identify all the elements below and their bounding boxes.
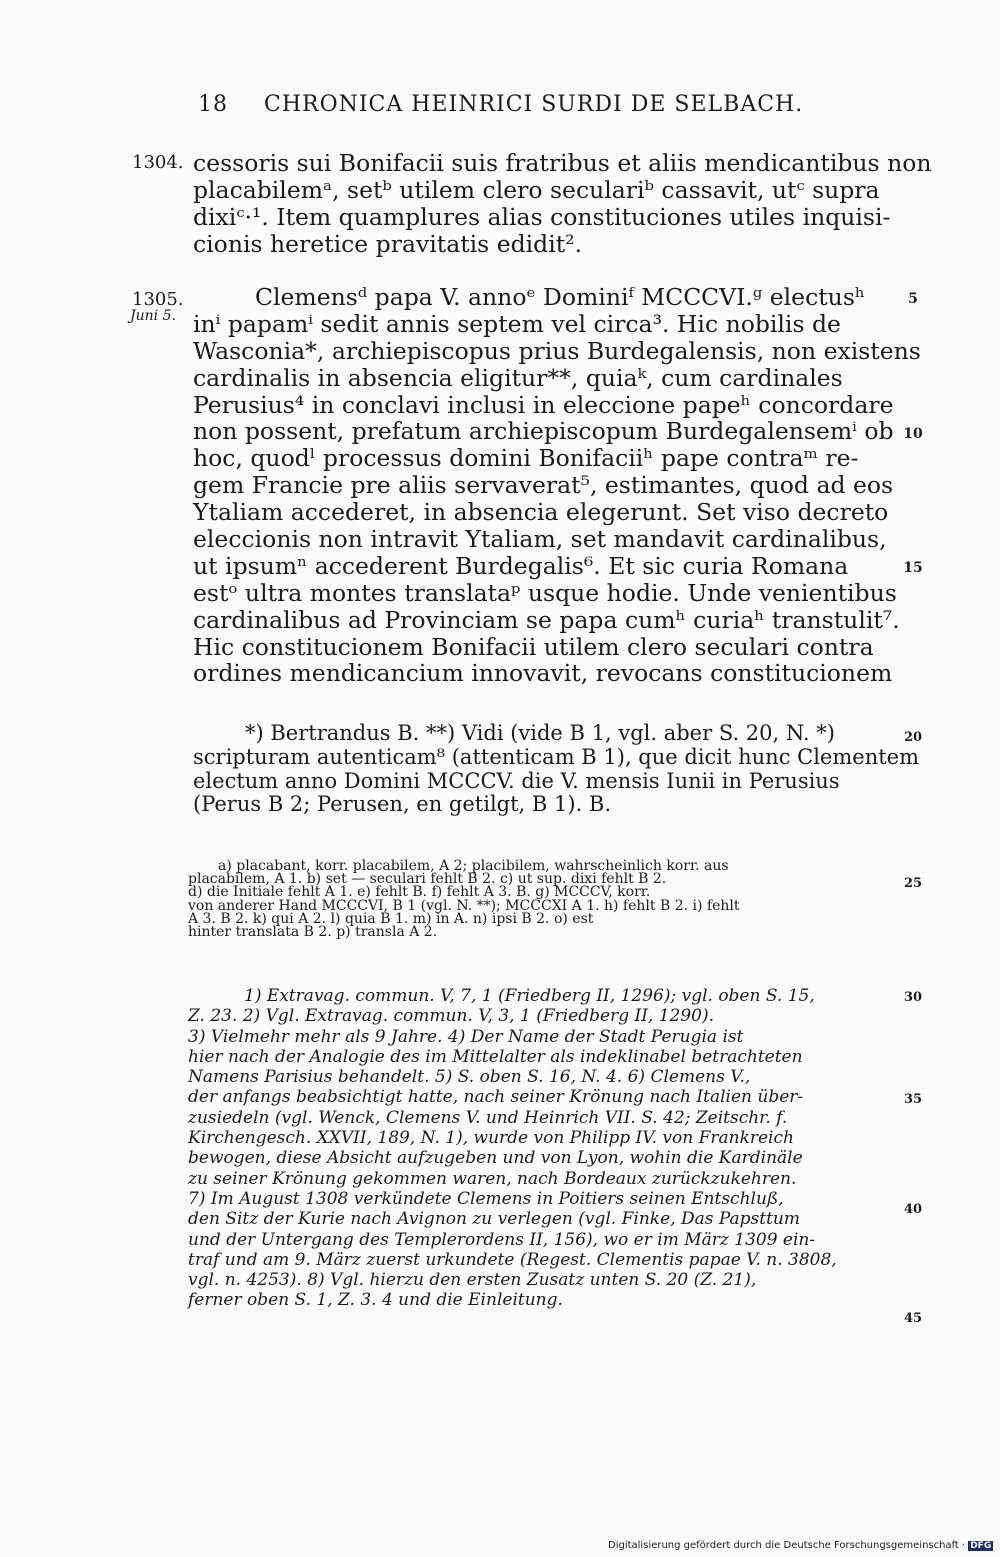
commentary-line: zu seiner Krönung gekommen waren, nach Bordeaux zurückzukehren. xyxy=(188,1168,797,1189)
commentary-line: den Sitz der Kurie nach Avignon zu verlegen (vgl. Finke, Das Papsttum xyxy=(188,1209,800,1230)
commentary-line: bewogen, diese Absicht aufzugeben und von Lyon, wohin die Kardinäle xyxy=(188,1148,803,1169)
commentary-line: Namens Parisius behandelt. 5) S. oben S. 16, N. 4. 6) Clemens V., xyxy=(188,1067,751,1088)
commentary-line: vgl. n. 4253). 8) Vgl. hierzu den ersten Zusatz unten S. 20 (Z. 21), xyxy=(188,1270,757,1291)
line-number: 25 xyxy=(903,876,923,891)
critical-apparatus xyxy=(188,860,898,939)
margin-year-1305: 1305. xyxy=(132,289,184,310)
page-number: 18 xyxy=(198,92,228,117)
line-number: 35 xyxy=(903,1092,923,1107)
commentary-line: zusiedeln (vgl. Wenck, Clemens V. und Heinrich VII. S. 42; Zeitschr. f. xyxy=(188,1107,788,1128)
apparatus-line: a) placabant, korr. placabilem, A 2; placibilem, wahrscheinlich korr. aus xyxy=(218,858,729,874)
note-line: electum anno Domini MCCCV. die V. mensis Iunii in Perusius xyxy=(193,768,840,793)
text-line: estᵒ ultra montes translataᵖ usque hodie. Unde venientibus xyxy=(193,578,897,607)
text-line: inⁱ papamⁱ sedit annis septem vel circa³. Hic nobilis de xyxy=(193,309,841,338)
apparatus-line: placabilem, A 1. b) set — seculari fehlt B 2. c) ut sup. dixi fehlt B 2. xyxy=(188,871,667,888)
line-number: 30 xyxy=(903,990,923,1005)
main-text-block-1 xyxy=(193,149,932,258)
text-line: Clemensᵈ papa V. annoᵉ Dominiᶠ MCCCVI.ᵍ electusʰ xyxy=(255,283,866,311)
dfg-logo: DFG xyxy=(970,1541,992,1551)
commentary-line: traf und am 9. März zuerst urkundete (Regest. Clementis papae V. n. 3808, xyxy=(188,1249,837,1270)
line-number: 5 xyxy=(908,291,918,307)
apparatus-line: hinter translata B 2. p) transla A 2. xyxy=(188,923,438,940)
line-number: 40 xyxy=(903,1202,923,1217)
note-line: (Perus B 2; Perusen, en getilgt, B 1). B. xyxy=(193,792,612,817)
text-line: Ytaliam accederet, in absencia elegerunt. Set viso decreto xyxy=(193,498,889,527)
commentary-line: und der Untergang des Templerordens II, 156), wo er im März 1309 ein- xyxy=(188,1229,816,1250)
margin-date: Juni 5. xyxy=(130,308,176,324)
digitization-footer xyxy=(608,1540,993,1551)
running-head xyxy=(198,92,803,117)
text-line: Perusius⁴ in conclavi inclusi in eleccione papeʰ concordare xyxy=(193,390,894,419)
note-line: scripturam autenticam⁸ (attenticam B 1), que dicit hunc Clementem xyxy=(193,744,919,769)
text-line: Hic constitucionem Bonifacii utilem clero seculari contra xyxy=(193,632,874,661)
commentary-line: Kirchengesch. XXVII, 189, N. 1), wurde von Philipp IV. von Frankreich xyxy=(188,1128,794,1149)
line-number: 45 xyxy=(903,1311,923,1326)
text-line: dixiᶜ·¹. Item quamplures alias constituciones utiles inquisi- xyxy=(193,202,891,231)
text-line: cessoris sui Bonifacii suis fratribus et aliis mendicantibus non xyxy=(193,149,932,177)
commentary-line: der anfangs beabsichtigt hatte, nach seiner Krönung nach Italien über- xyxy=(188,1087,804,1108)
text-line: cionis heretice pravitatis edidit². xyxy=(193,229,583,258)
text-line: eleccionis non intravit Ytaliam, set mandavit cardinalibus, xyxy=(193,525,887,554)
text-line: ordines mendicancium innovavit, revocans constitucionem xyxy=(193,659,893,688)
commentary-notes xyxy=(188,986,898,1311)
commentary-line: 3) Vielmehr mehr als 9 Jahre. 4) Der Name der Stadt Perugia ist xyxy=(188,1026,744,1047)
commentary-line: ferner oben S. 1, Z. 3. 4 und die Einleitung. xyxy=(188,1290,563,1311)
apparatus-line: A 3. B 2. k) qui A 2. l) quia B 1. m) in A. n) ipsi B 2. o) est xyxy=(188,910,594,927)
notes-block xyxy=(193,721,919,817)
text-line: gem Francie pre aliis servaverat⁵, estimantes, quod ad eos xyxy=(193,471,894,500)
note-line: *) Bertrandus B. **) Vidi (vide B 1, vgl. aber S. 20, N. *) xyxy=(245,721,835,745)
margin-year-1304: 1304. xyxy=(132,152,184,173)
text-line: non possent, prefatum archiepiscopum Burdegalensemⁱ ob xyxy=(193,417,894,446)
page-title: CHRONICA HEINRICI SURDI DE SELBACH. xyxy=(264,92,804,117)
line-number: 10 xyxy=(903,426,923,442)
commentary-line: 7) Im August 1308 verkündete Clemens in Poitiers seinen Entschluß, xyxy=(188,1188,784,1209)
commentary-line: 1) Extravag. commun. V, 7, 1 (Friedberg II, 1296); vgl. oben S. 15, xyxy=(244,986,815,1006)
text-line: Wasconia*, archiepiscopus prius Burdegalensis, non existens xyxy=(193,336,921,365)
line-number: 15 xyxy=(903,560,923,576)
line-number: 20 xyxy=(903,730,923,745)
text-line: cardinalibus ad Provinciam se papa cumʰ curiaʰ transtulit⁷. xyxy=(193,605,900,634)
apparatus-line: von anderer Hand MCCCVI, B 1 (vgl. N. **); MCCCXI A 1. h) fehlt B 2. i) fehlt xyxy=(188,897,740,914)
text-line: placabilemᵃ, setᵇ utilem clero seculariᵇ cassavit, utᶜ supra xyxy=(193,175,880,204)
text-line: cardinalis in absencia eligitur**, quiaᵏ, cum cardinales xyxy=(193,363,843,392)
apparatus-line: d) die Initiale fehlt A 1. e) fehlt B. f) fehlt A 3. B. g) MCCCV, korr. xyxy=(188,884,651,901)
commentary-line: Z. 23. 2) Vgl. Extravag. commun. V, 3, 1 (Friedberg II, 1290). xyxy=(188,1006,715,1027)
footer-text: Digitalisierung gefördert durch die Deutsche Forschungsgemeinschaft · xyxy=(608,1540,966,1551)
text-line: hoc, quodˡ processus domini Bonifaciiʰ pape contraᵐ re- xyxy=(193,444,859,473)
text-line: ut ipsumⁿ accederent Burdegalis⁶. Et sic curia Romana xyxy=(193,551,849,580)
commentary-line: hier nach der Analogie des im Mittelalter als indeklinabel betrachteten xyxy=(188,1046,803,1067)
